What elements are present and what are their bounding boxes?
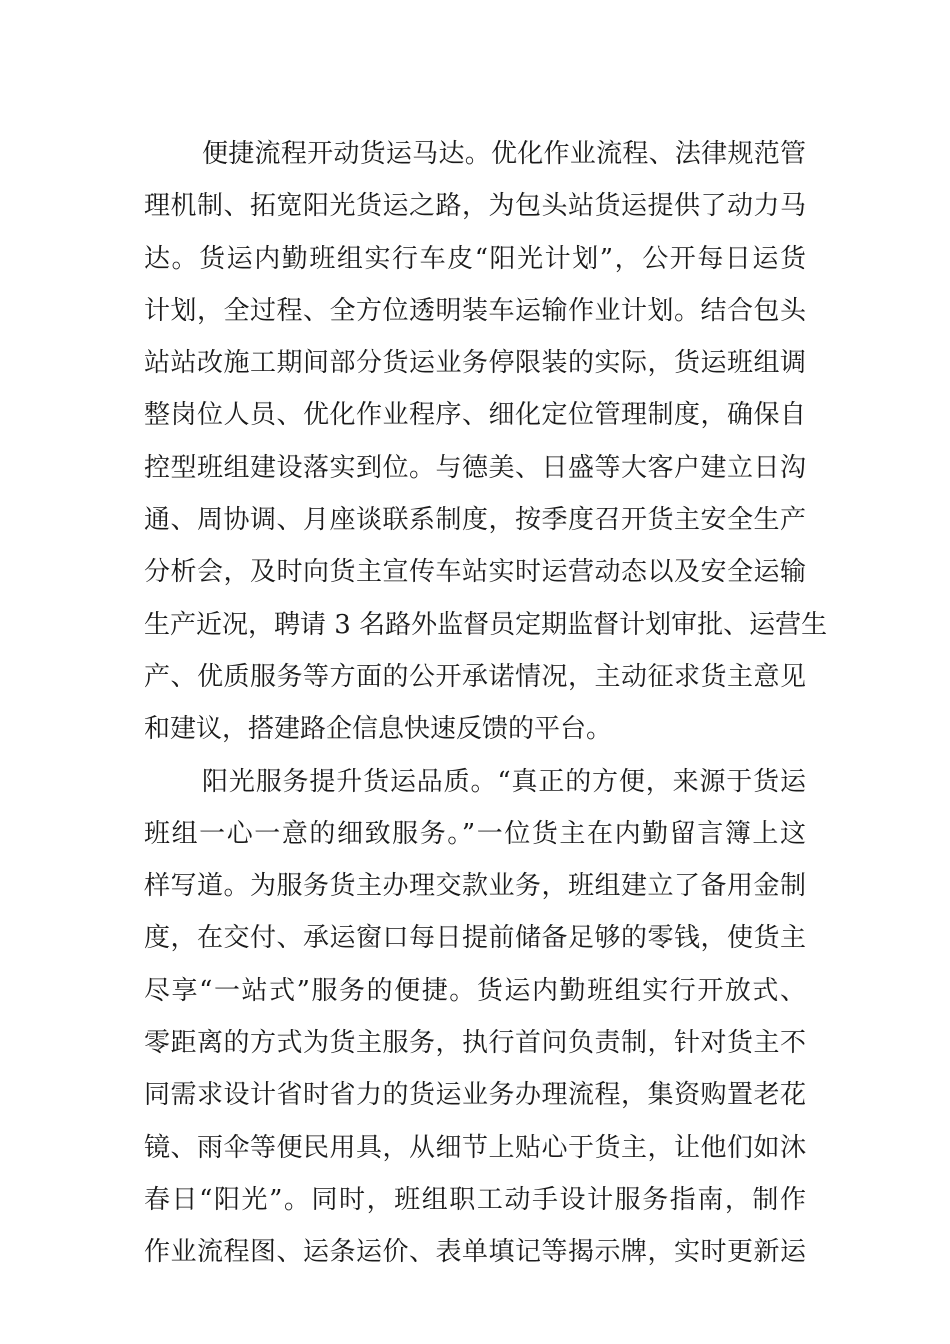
paragraph-line: 镜、雨伞等便民用具，从细节上贴心于货主，让他们如沐 [144, 1132, 806, 1163]
document-body [144, 128, 828, 1279]
paragraph-line: 产、优质服务等方面的公开承诺情况，主动征求货主意见 [144, 661, 806, 692]
paragraph-line: 同需求设计省时省力的货运业务办理流程，集资购置老花 [144, 1080, 806, 1111]
paragraph-line: 班组一心一意的细致服务。”一位货主在内勤留言簿上这 [144, 818, 806, 849]
paragraph-line: 达。货运内勤班组实行车皮“阳光计划”，公开每日运货 [144, 243, 806, 274]
paragraph-line: 作业流程图、运条运价、表单填记等揭示牌，实时更新运 [144, 1237, 806, 1268]
paragraph-sunshine-service [144, 756, 806, 1279]
paragraph-line: 阳光服务提升货运品质。“真正的方便，来源于货运 [202, 766, 806, 797]
paragraph-line: 度，在交付、承运窗口每日提前储备足够的零钱，使货主 [144, 923, 806, 954]
paragraph-line: 和建议，搭建路企信息快速反馈的平台。 [144, 714, 613, 745]
paragraph-line: 生产近况，聘请 3 名路外监督员定期监督计划审批、运营生 [144, 609, 828, 640]
paragraph-line: 控型班组建设落实到位。与德美、日盛等大客户建立日沟 [144, 452, 806, 483]
paragraph-line: 整岗位人员、优化作业程序、细化定位管理制度，确保自 [144, 400, 806, 431]
paragraph-line: 通、周协调、月座谈联系制度，按季度召开货主安全生产 [144, 505, 806, 536]
paragraph-line: 样写道。为服务货主办理交款业务，班组建立了备用金制 [144, 871, 806, 902]
paragraph-line: 计划，全过程、全方位透明装车运输作业计划。结合包头 [144, 295, 806, 326]
paragraph-line: 分析会，及时向货主宣传车站实时运营动态以及安全运输 [144, 557, 806, 588]
paragraph-line: 便捷流程开动货运马达。优化作业流程、法律规范管 [202, 139, 806, 169]
paragraph-line: 春日“阳光”。同时，班组职工动手设计服务指南，制作 [144, 1184, 806, 1215]
paragraph-line: 理机制、拓宽阳光货运之路，为包头站货运提供了动力马 [144, 191, 806, 222]
paragraph-line: 站站改施工期间部分货运业务停限装的实际，货运班组调 [144, 348, 806, 379]
paragraph-freight-process [144, 128, 828, 756]
paragraph-line: 零距离的方式为货主服务，执行首问负责制，针对货主不 [144, 1028, 806, 1059]
paragraph-line: 尽享“一站式”服务的便捷。货运内勤班组实行开放式、 [144, 975, 806, 1006]
